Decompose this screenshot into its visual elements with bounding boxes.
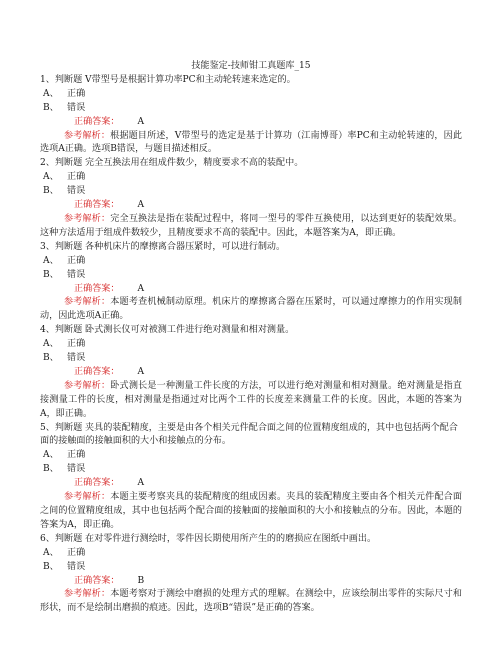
option-text: 正确 (67, 172, 86, 183)
option-text: 正确 (67, 255, 86, 266)
option-key: A、 (43, 255, 59, 266)
question-stem: 6、判断题 在对零件进行测绘时，零件因长期使用所产生的的磨损应在图纸中画出。 (40, 533, 377, 544)
answer-value: B (137, 575, 145, 586)
explanation (40, 491, 462, 533)
explanation-text: 卧式测长是一种测量工件长度的方法，可以进行绝对测量和相对测量。绝对测量是指直接测量工件的长度，相对测量是指通过对比两个工件的长度差来测量工件的长度。因此，本题的答案为A，即正确。 (40, 380, 462, 419)
option-b (40, 463, 462, 477)
option-key: B、 (43, 464, 59, 475)
question-stem: 1、判断题 V带型号是根据计算功率PC和主动轮转速来选定的。 (40, 74, 296, 85)
option-key: B、 (43, 561, 59, 572)
option-b (40, 269, 462, 283)
question-stem: 3、判断题 各种机床片的摩擦离合器压紧时，可以进行制动。 (40, 241, 286, 252)
explanation-text: 本题考察对于测绘中磨损的处理方式的理解。在测绘中，应该绘制出零件的实际尺寸和形状，而不是绘制出磨损的痕迹。因此，选项B“错误”是正确的答案。 (40, 589, 462, 614)
question-list (40, 74, 462, 616)
answer-label: 正确答案： (74, 366, 120, 377)
correct-answer (40, 366, 462, 380)
explanation-label: 参考解析： (64, 297, 111, 308)
option-text: 错误 (67, 353, 86, 364)
answer-label: 正确答案： (74, 283, 120, 294)
option-a (40, 88, 462, 102)
option-key: B、 (43, 186, 59, 197)
explanation-label: 参考解析： (64, 213, 111, 224)
explanation-label: 参考解析： (64, 380, 111, 391)
question-stem: 4、判断题 卧式测长仪可对被测工件进行绝对测量和相对测量。 (40, 325, 295, 336)
option-a (40, 171, 462, 185)
explanation-text: 本题考查机械制动原理。机床片的摩擦离合器在压紧时，可以通过摩擦力的作用实现制动，因此选项A正确。 (40, 297, 462, 322)
option-key: A、 (43, 547, 59, 558)
option-text: 正确 (67, 450, 86, 461)
option-text: 正确 (67, 339, 86, 350)
question-block (40, 157, 462, 240)
question-stem: 5、判断题 夹具的装配精度，主要是由各个相关元件配合面之间的位置精度组成的，其中也包括两个配合面的接触面的接触面积的大小和接触点的分布。 (40, 422, 458, 447)
option-b (40, 185, 462, 199)
question-block (40, 74, 462, 157)
question-block (40, 533, 462, 616)
explanation-text: 根据题目所述，V带型号的选定是基于计算功（江南博哥）率PC和主动轮转速的，因此选项A正确。选项B错误，与题目描述相反。 (40, 130, 462, 155)
correct-answer (40, 199, 462, 213)
option-a (40, 449, 462, 463)
answer-value: A (137, 116, 145, 127)
option-key: A、 (43, 88, 59, 99)
correct-answer (40, 575, 462, 589)
option-key: A、 (43, 172, 59, 183)
question-stem: 2、判断题 完全互换法用在组成件数少，精度要求不高的装配中。 (40, 158, 304, 169)
correct-answer (40, 283, 462, 297)
explanation (40, 130, 462, 158)
option-key: B、 (43, 102, 59, 113)
explanation (40, 588, 462, 616)
explanation-label: 参考解析： (64, 492, 111, 503)
option-key: A、 (43, 339, 59, 350)
correct-answer (40, 477, 462, 491)
answer-value: A (137, 366, 145, 377)
question-block (40, 241, 462, 324)
answer-label: 正确答案： (74, 575, 120, 586)
explanation (40, 296, 462, 324)
option-key: B、 (43, 353, 59, 364)
option-text: 错误 (67, 269, 86, 280)
option-text: 错误 (67, 464, 86, 475)
option-text: 错误 (67, 186, 86, 197)
answer-value: A (137, 200, 145, 211)
option-b (40, 561, 462, 575)
option-key: A、 (43, 450, 59, 461)
answer-value: A (137, 478, 145, 489)
option-text: 错误 (67, 561, 86, 572)
explanation-label: 参考解析： (64, 589, 111, 600)
option-a (40, 338, 462, 352)
explanation (40, 380, 462, 422)
explanation-text: 本题主要考察夹具的装配精度的组成因素。夹具的装配精度主要由各个相关元件配合面之间的位置精度组成，其中也包括两个配合面的接触面的接触面积的大小和接触点的分布。因此，本题的答案为A，即正确。 (40, 492, 462, 530)
correct-answer (40, 116, 462, 130)
option-text: 错误 (67, 102, 86, 113)
question-block (40, 324, 462, 421)
explanation-label: 参考解析： (64, 130, 111, 141)
option-a (40, 255, 462, 269)
explanation-text: 完全互换法是指在装配过程中，将同一型号的零件互换使用，以达到更好的装配效果。这种方法适用于组成件数较少，且精度要求不高的装配中。因此，本题答案为A，即正确。 (40, 213, 462, 238)
answer-label: 正确答案： (74, 200, 120, 211)
answer-label: 正确答案： (74, 116, 120, 127)
option-key: B、 (43, 269, 59, 280)
document-title: 技能鉴定-技师钳工真题库_15 (191, 61, 311, 71)
option-text: 正确 (67, 547, 86, 558)
option-text: 正确 (67, 88, 86, 99)
question-block (40, 422, 462, 533)
answer-label: 正确答案： (74, 478, 120, 489)
answer-value: A (137, 283, 145, 294)
option-b (40, 102, 462, 116)
option-a (40, 547, 462, 561)
explanation (40, 213, 462, 241)
option-b (40, 352, 462, 366)
document-page (40, 60, 462, 616)
